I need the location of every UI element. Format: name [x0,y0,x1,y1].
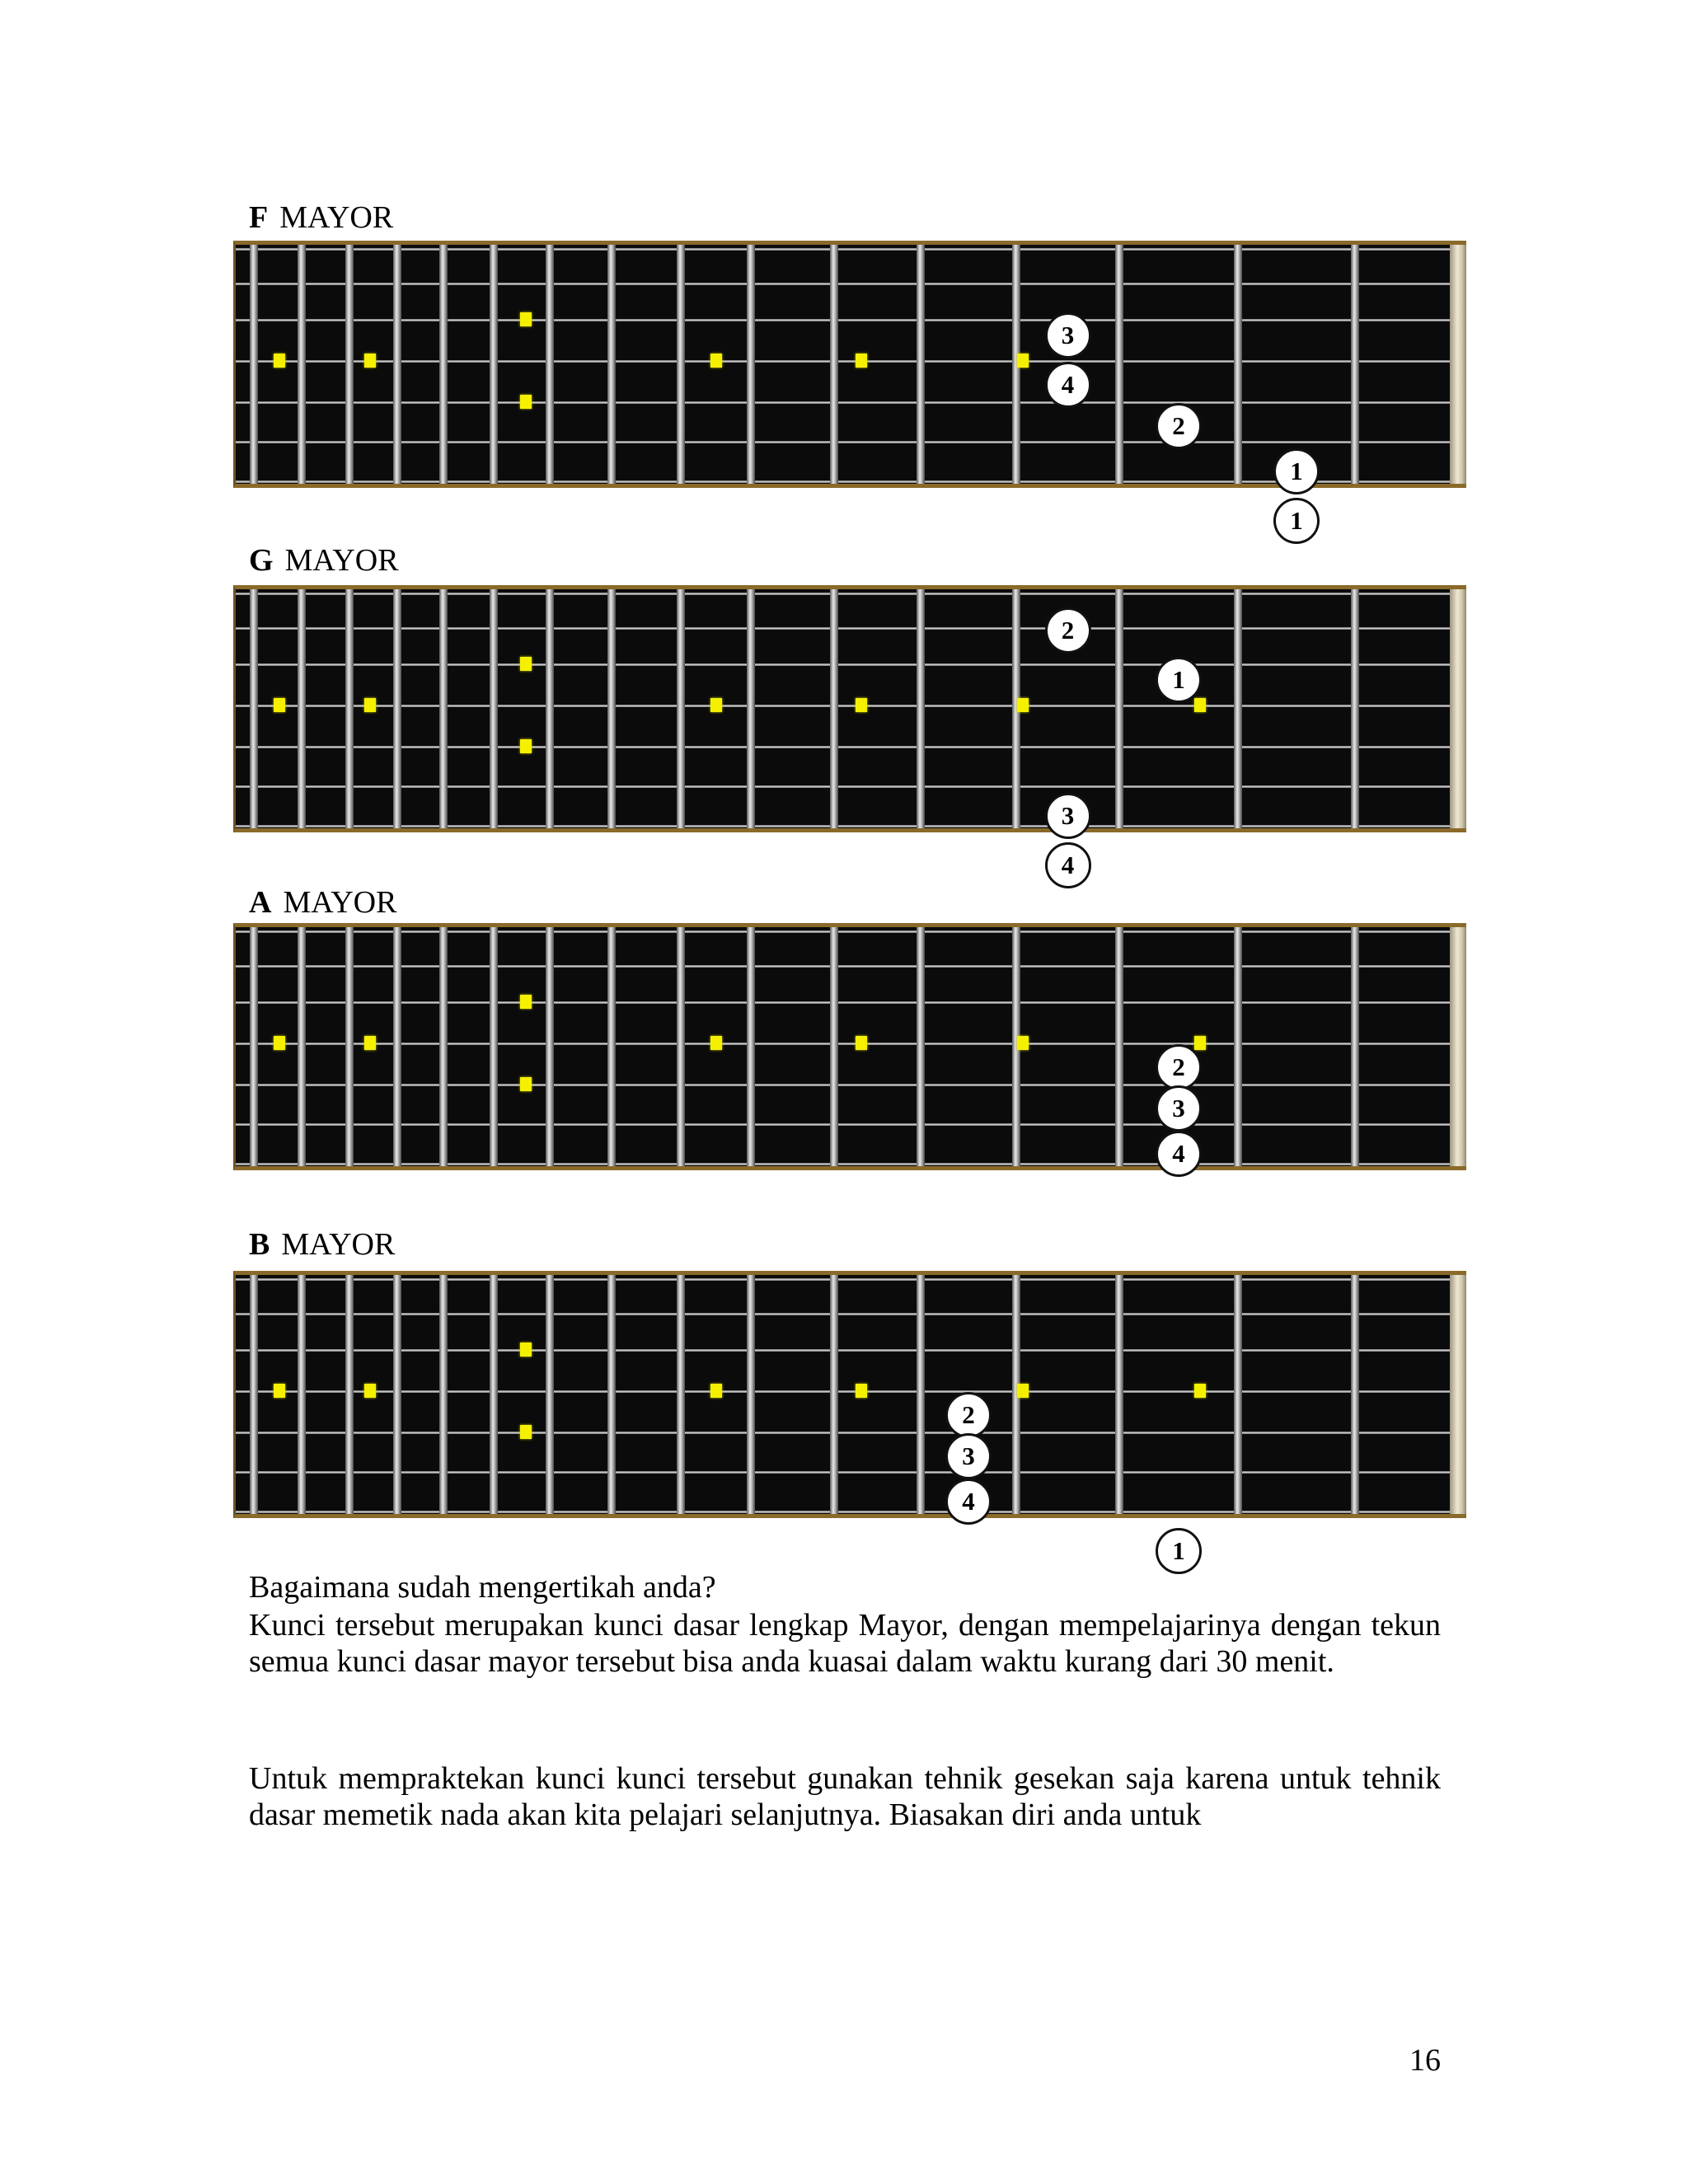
string-1 [236,930,1450,933]
fret-marker [520,1425,532,1439]
fret-marker [1017,1384,1029,1398]
string-4 [236,1390,1450,1393]
string-1 [236,593,1450,595]
string-2 [236,965,1450,968]
fret-wire [747,1275,755,1514]
fret-wire [298,589,306,828]
finger-dot: 1 [1156,1528,1202,1574]
fret-wire [298,1275,306,1514]
fretboard-f-mayor [233,241,1466,535]
fret-wire [393,927,401,1166]
fret-marker [274,354,285,368]
fret-wire [830,245,838,484]
string-7 [236,1163,1450,1165]
finger-dot: 4 [945,1479,992,1525]
fret-wire [917,1275,925,1514]
string-1 [236,1278,1450,1281]
fret-wire [490,245,498,484]
fret-wire [250,245,258,484]
fret-wire [345,927,354,1166]
finger-dot: 3 [1045,793,1091,839]
fret-marker [856,354,867,368]
fret-wire [677,1275,685,1514]
chord-title-g [249,542,399,579]
fret-wire [677,589,685,828]
fret-marker [274,698,285,712]
fret-wire [439,1275,448,1514]
finger-dot: 3 [1045,312,1091,359]
fret-wire [345,589,354,828]
fret-marker [520,739,532,753]
fret-marker [1194,698,1206,712]
string-4 [236,705,1450,707]
chord-title-a [249,884,396,921]
string-7 [236,825,1450,827]
chord-label: MAYOR [283,885,397,920]
fret-wire [546,1275,554,1514]
fret-wire [1351,1275,1359,1514]
fret-marker [364,698,376,712]
fret-marker [1017,1036,1029,1050]
string-1 [236,248,1450,251]
fret-wire [1234,245,1242,484]
fret-wire [607,589,616,828]
string-2 [236,283,1450,285]
chord-label: MAYOR [281,1227,396,1262]
chord-label: MAYOR [284,543,399,578]
string-6 [236,785,1450,788]
fret-wire [830,927,838,1166]
fret-wire [1115,245,1123,484]
body-paragraph-2: Untuk mempraktekan kunci kunci tersebut gunakan tehnik gesekan saja karena untuk tehnik dasar memetik nada akan kita pelajari selanjutnya. Biasakan diri anda untuk [249,1761,1441,1832]
fret-wire [607,1275,616,1514]
fret-marker [1194,1384,1206,1398]
nut [1450,245,1466,484]
nut [1450,589,1466,828]
fret-wire [1234,927,1242,1166]
fret-wire [393,589,401,828]
fret-marker [710,1036,722,1050]
fret-wire [1351,589,1359,828]
string-6 [236,1123,1450,1126]
finger-dot: 3 [1156,1085,1202,1132]
fret-wire [917,589,925,828]
fret-wire [490,589,498,828]
fret-wire [439,589,448,828]
fret-marker [710,1384,722,1398]
fret-wire [439,245,448,484]
string-5 [236,401,1450,404]
fret-wire [747,245,755,484]
fret-wire [345,1275,354,1514]
fret-marker [710,354,722,368]
fret-wire [393,245,401,484]
chord-root: F [249,200,269,235]
page-number: 16 [1409,2043,1441,2078]
chord-label: MAYOR [279,200,394,235]
fret-wire [747,589,755,828]
finger-dot: 2 [1156,403,1202,449]
fret-marker [856,1384,867,1398]
finger-dot: 1 [1273,498,1320,544]
fret-wire [830,589,838,828]
fret-wire [677,245,685,484]
string-3 [236,1349,1450,1352]
body-paragraph-1: Kunci tersebut merupakan kunci dasar lengkap Mayor, dengan mempelajarinya dengan tekun semua kunci dasar mayor tersebut bisa anda kuasai dalam waktu kurang dari 30 menit. [249,1608,1441,1679]
fretboard-g-mayor [233,585,1466,879]
chord-title-f [249,199,393,236]
finger-dot: 4 [1045,362,1091,408]
fret-marker [710,698,722,712]
string-3 [236,1001,1450,1004]
fret-wire [1115,927,1123,1166]
string-7 [236,1511,1450,1513]
finger-dot: 1 [1156,657,1202,703]
fret-marker [1017,698,1029,712]
fret-wire [747,927,755,1166]
finger-dot: 2 [945,1392,992,1438]
string-7 [236,480,1450,483]
fret-wire [677,927,685,1166]
fret-marker [364,354,376,368]
fret-marker [1194,1036,1206,1050]
chord-root: A [249,885,272,920]
chord-title-b [249,1226,395,1263]
finger-dot: 4 [1156,1131,1202,1177]
fret-wire [917,927,925,1166]
fret-marker [274,1384,285,1398]
string-5 [236,1084,1450,1086]
fret-wire [250,1275,258,1514]
nut [1450,927,1466,1166]
string-3 [236,663,1450,666]
fret-marker [856,1036,867,1050]
fret-marker [364,1384,376,1398]
fretboard-b-mayor [233,1271,1466,1565]
finger-dot: 4 [1045,842,1091,888]
string-6 [236,441,1450,443]
finger-dot: 3 [945,1433,992,1479]
fret-wire [830,1275,838,1514]
fret-wire [1234,1275,1242,1514]
fret-wire [1351,245,1359,484]
string-3 [236,319,1450,321]
fret-wire [345,245,354,484]
fret-marker [520,1077,532,1091]
fret-marker [520,1343,532,1357]
finger-dot: 2 [1045,607,1091,654]
fret-marker [364,1036,376,1050]
fret-wire [1234,589,1242,828]
chord-root: B [249,1227,270,1262]
fret-marker [856,698,867,712]
fret-marker [520,995,532,1009]
string-2 [236,1313,1450,1315]
fret-wire [546,245,554,484]
string-6 [236,1471,1450,1474]
fret-wire [298,927,306,1166]
fret-wire [250,927,258,1166]
fret-wire [546,927,554,1166]
fret-wire [607,245,616,484]
finger-dot: 2 [1156,1044,1202,1090]
body-question: Bagaimana sudah mengertikah anda? [249,1570,716,1605]
string-5 [236,1432,1450,1434]
string-2 [236,627,1450,630]
fret-wire [393,1275,401,1514]
finger-dot: 1 [1273,448,1320,494]
fret-wire [917,245,925,484]
string-5 [236,746,1450,748]
nut [1450,1275,1466,1514]
fret-marker [520,312,532,326]
fret-marker [520,395,532,409]
string-4 [236,360,1450,363]
fret-wire [607,927,616,1166]
fret-wire [1115,1275,1123,1514]
chord-root: G [249,543,274,578]
fret-wire [1115,589,1123,828]
fret-wire [490,1275,498,1514]
fret-wire [439,927,448,1166]
fret-wire [490,927,498,1166]
fret-wire [1351,927,1359,1166]
fret-marker [1017,354,1029,368]
fret-marker [520,657,532,671]
fret-wire [298,245,306,484]
fret-wire [250,589,258,828]
fretboard-a-mayor [233,923,1466,1170]
fret-marker [274,1036,285,1050]
string-4 [236,1043,1450,1045]
fret-wire [546,589,554,828]
